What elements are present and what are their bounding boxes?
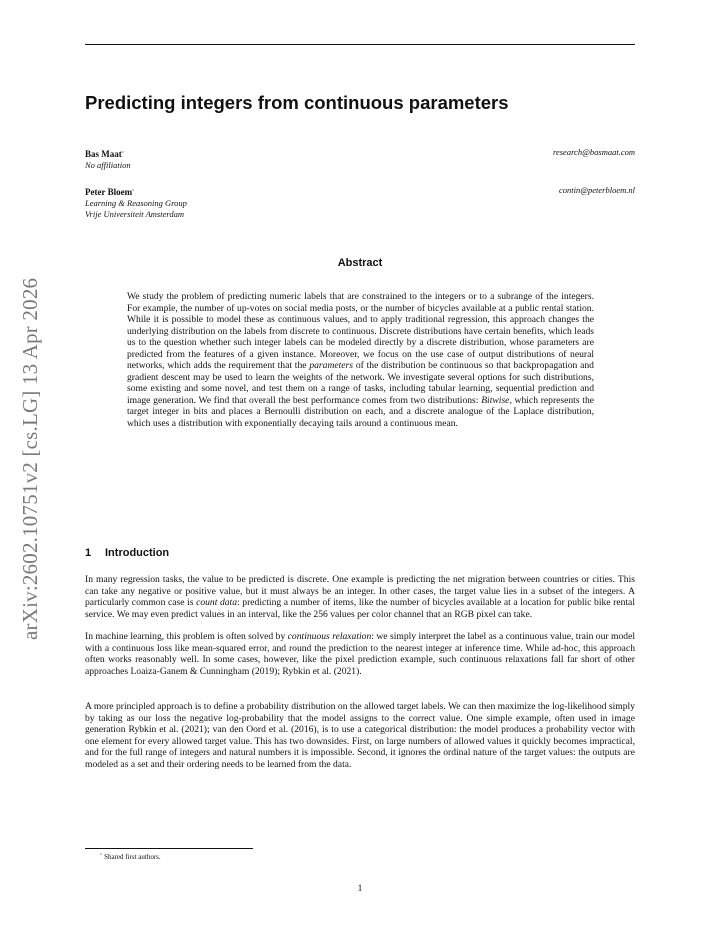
author-name-text: Peter Bloem — [85, 187, 133, 197]
footnote-rule — [85, 848, 253, 849]
author-email[interactable]: research@basmaat.com — [552, 147, 635, 157]
abstract-text — [127, 291, 594, 430]
author-name-text: Bas Maat — [85, 149, 122, 159]
page-number: 1 — [357, 884, 363, 894]
abstract-emphasis: parameters — [309, 360, 354, 372]
intro-paragraph-2 — [85, 631, 635, 677]
author-affiliation: Learning & Reasoning Group — [85, 198, 187, 208]
author-block-2 — [85, 185, 635, 220]
section-title: Introduction — [105, 547, 170, 559]
author-affiliation: Vrije Universiteit Amsterdam — [85, 209, 184, 219]
paragraph-emphasis: count data — [196, 597, 238, 609]
arxiv-stamp: arXiv:2602.10751v2 [cs.LG] 13 Apr 2026 — [18, 277, 42, 640]
paragraph-text: : predicting a number of items, like the number of bicycles available at a location for public bike rental service. We may even predict values in an interval, like the 256 values per color channel that an RGB pixel can take. — [85, 597, 635, 620]
author-marker: ◦ — [121, 149, 125, 156]
paragraph-text: In many regression tasks, the value to be predicted is discrete. One example is predicting the net migration between countries or cities. This can take any negative or positive value, but it must always be an integer. In other cases, the target value lies in a subset of the integers. A particularly common case is — [85, 574, 635, 609]
author-marker: ◦ — [132, 187, 135, 194]
section-heading-introduction — [85, 547, 635, 559]
paragraph-text: In machine learning, this problem is often solved by — [85, 631, 286, 642]
author-email[interactable]: contin@peterbloem.nl — [558, 185, 635, 195]
intro-paragraph-1 — [85, 574, 635, 620]
footnote — [100, 851, 161, 861]
footnote-text: Shared first authors. — [104, 853, 161, 861]
abstract-text-part: , which represents the target integer in bits and places a Bernoulli distribution on each, and a discrete analogue of the Laplace distribution, which uses a distribution with exponentially decaying tails around a continuous mean. — [127, 394, 595, 430]
section-number: 1 — [85, 547, 92, 559]
footnote-marker: ◦ — [100, 851, 103, 858]
paragraph-text: : we simply interpret the label as a continuous value, train our model with a continuous loss like mean-squared error, and round the prediction to the nearest integer at inference time. While ad-hoc, this approach often works reasonably well. In some cases, however, like the pixel prediction example, such continuous relaxations fall far short of other approaches Loaiza-Ganem & Cunningham (2019); Rybkin et al. (2021). — [85, 631, 635, 677]
author-block-1 — [85, 147, 635, 171]
abstract-heading: Abstract — [337, 257, 383, 269]
top-rule — [85, 44, 635, 45]
intro-paragraph-3: A more principled approach is to define a probability distribution on the allowed target labels. We can then maximize the log-likelihood simply by taking as our loss the negative log-probability that the model assigns to the correct value. One simple example, often used in image generation Rybkin et al. (2021); van den Oord et al. (2016), is to use a categorical distribution: the model produces a probability vector with one element for every allowed target value. This has two downsides. First, on large numbers of allowed values it quickly becomes impractical, and for the full range of integers and natural numbers it is impossible. Second, it ignores the ordinal nature of the target values: the outputs are modeled as a set and their ordering needs to be learned from the data. — [85, 701, 635, 770]
abstract-emphasis: Bitwise — [481, 394, 510, 406]
author-affiliation: No affiliation — [85, 160, 131, 170]
paragraph-emphasis: continuous relaxation — [287, 631, 372, 642]
abstract-text-part: of the distribution be continuous so that backpropagation and gradient descent may be used to learn the weights of the network. We investigate several options for such distributions, some existing and some novel, and test them on a range of tasks, including tabular learning, sequential prediction and image generation. We find that overall the best performance comes from two distributions: — [127, 360, 594, 406]
abstract-text-part: We study the problem of predicting numeric labels that are constrained to the integers or to a subrange of the integers. For example, the number of up-votes on social media posts, or the number of bicycles available at a public rental station. While it is possible to model these as continuous values, and to apply traditional regression, this approach changes the underlying distribution on the labels from discrete to continuous. Discrete distributions have certain benefits, which leads us to the question whether such integer labels can be modeled directly by a discrete distribution, whose parameters are predicted from the features of a given instance. Moreover, we focus on the use case of output distributions of neural networks, which adds the requirement that the — [127, 291, 594, 372]
author-name-2 — [85, 185, 635, 198]
paper-title: Predicting integers from continuous parameters — [85, 92, 509, 113]
